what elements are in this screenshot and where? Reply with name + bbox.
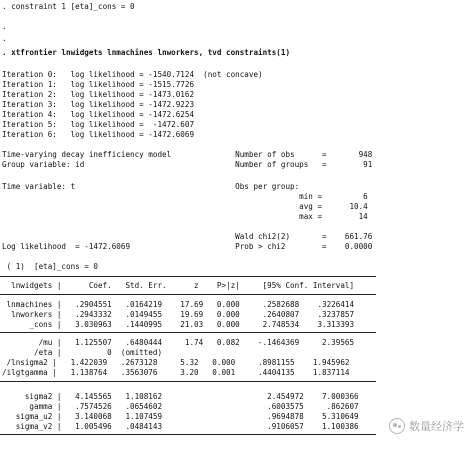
wechat-icon: [389, 418, 405, 434]
table-header: lnwidgets | Coef. Std. Err. z P>|z| [95% Conf. Interval]: [2, 281, 355, 290]
constraint-note: ( 1) [eta]_cons = 0: [2, 262, 99, 271]
model-header-line: max = 14: [2, 212, 368, 221]
model-header-line: Log likelihood = -1472.6069 Prob > chi2 = 0.0000: [2, 242, 373, 251]
table-row: lnworkers | .2943332 .0149455 19.69 0.000 .2640807 .3237857: [2, 310, 355, 319]
model-header-line: min = 6: [2, 192, 368, 201]
model-header-line: Time variable: t Obs per group:: [2, 182, 300, 191]
table-row: /lnsigma2 | 1.422039 .2673128 5.32 0.000 .8981155 1.945962: [2, 358, 350, 367]
table-row: sigma2 | 4.145565 1.108162 2.454972 7.000366: [2, 392, 359, 401]
table-section-rule: [0, 332, 376, 333]
table-row: gamma | .7574526 .0654602 .6003575 .862607: [2, 402, 359, 411]
table-row: sigma_v2 | 1.005496 .0484143 .9106057 1.100386: [2, 422, 359, 431]
model-header-line: avg = 10.4: [2, 202, 368, 211]
table-row: /mu | 1.125507 .6480444 1.74 0.082 -.1464369 2.39565: [2, 338, 355, 347]
table-row: /eta | 0 (omitted): [2, 348, 163, 357]
iteration-line: Iteration 4: log likelihood = -1472.6254: [2, 110, 195, 119]
command-xtfrontier: . xtfrontier lnwidgets lnmachines lnworkers, tvd constraints(1): [2, 48, 291, 57]
model-header-line: Group variable: id Number of groups = 91: [2, 160, 373, 169]
iteration-line: Iteration 5: log likelihood = -1472.607: [2, 120, 195, 129]
prompt-dot: .: [2, 34, 7, 43]
table-row: lnmachines | .2904551 .0164219 17.69 0.000 .2582688 .3226414: [2, 300, 355, 309]
model-header-line: Time-varying decay inefficiency model Number of obs = 948: [2, 150, 373, 159]
table-row: _cons | 3.030963 .1440995 21.03 0.000 2.748534 3.313393: [2, 320, 355, 329]
prompt-dot: .: [2, 22, 7, 31]
command-constraint: . constraint 1 [eta]_cons = 0: [2, 2, 135, 11]
table-row: /ilgtgamma | 1.138764 .3563076 3.20 0.001 .4404135 1.837114: [2, 368, 350, 377]
iteration-line: Iteration 3: log likelihood = -1472.9223: [2, 100, 195, 109]
iteration-line: Iteration 0: log likelihood = -1540.7124 (not concave): [2, 70, 263, 79]
table-section-rule: [0, 381, 376, 382]
iteration-line: Iteration 2: log likelihood = -1473.0162: [2, 90, 195, 99]
table-header-rule: [0, 294, 376, 295]
table-row: sigma_u2 | 3.140068 1.107459 .9694878 5.310649: [2, 412, 359, 421]
watermark: [389, 418, 464, 434]
table-bottom-rule: [0, 434, 376, 435]
watermark-text: 数量经济学: [409, 420, 464, 433]
iteration-line: Iteration 1: log likelihood = -1515.7726: [2, 80, 195, 89]
table-top-rule: [0, 276, 376, 277]
model-header-line: Wald chi2(2) = 661.76: [2, 232, 373, 241]
iteration-line: Iteration 6: log likelihood = -1472.6069: [2, 130, 195, 139]
